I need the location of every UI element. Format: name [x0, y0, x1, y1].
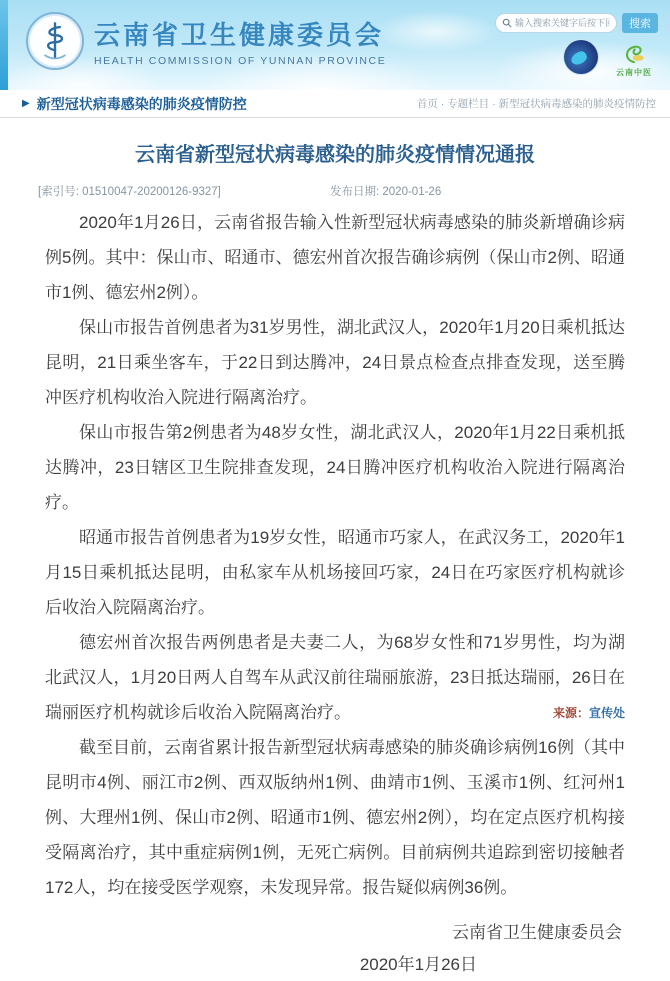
paragraph: 德宏州首次报告两例患者是夫妻二人，为68岁女性和71岁男性，均为湖北武汉人，1月20日两人自驾车从武汉前往瑞丽旅游，23日抵达瑞丽，26日在瑞丽医疗机构就诊后收治入院隔离治疗。 [45, 633, 625, 722]
search-box[interactable] [495, 13, 617, 33]
source-row [553, 704, 625, 721]
brand-text [94, 15, 386, 67]
staff-of-asclepius-icon [40, 20, 70, 62]
article-meta [0, 183, 670, 199]
signature-date: 2020年1月26日 [359, 955, 477, 974]
paragraph: 保山市报告首例患者为31岁男性，湖北武汉人，2020年1月20日乘机抵达昆明，21日乘坐客车，于22日到达腾冲，24日景点检查点排查发现，送至腾冲医疗机构收治入院进行隔离治疗。 [45, 318, 625, 407]
blue-round-badge-icon[interactable] [564, 40, 598, 74]
section-label: 新型冠状病毒感染的肺炎疫情防控 [36, 95, 247, 112]
paragraph: 昭通市报告首例患者为19岁女性，昭通市巧家人，在武汉务工，2020年1月15日乘机抵达昆明，由私家车从机场接回巧家，24日在巧家医疗机构就诊后收治入院隔离治疗。 [45, 528, 625, 617]
source-label: 来源： [552, 706, 589, 720]
page-title: 云南省新型冠状病毒感染的肺炎疫情情况通报 [135, 144, 535, 166]
site-subtitle: HEALTH COMMISSION OF YUNNAN PROVINCE [94, 55, 387, 67]
source-link[interactable]: 宣传处 [588, 706, 625, 720]
triangle-arrow-icon: ▶ [22, 98, 30, 109]
signature-block [0, 917, 670, 981]
search-input[interactable] [515, 18, 610, 28]
site-title: 云南省卫生健康委员会 [94, 20, 385, 50]
section-link[interactable] [22, 94, 247, 114]
search-button[interactable]: 搜索 [622, 13, 658, 33]
header-badges [564, 40, 652, 78]
green-logo-label: 云南中医 [616, 68, 652, 77]
paragraph: 截至目前，云南省累计报告新型冠状病毒感染的肺炎确诊病例16例（其中昆明市4例、丽江市2例、西双版纳州1例、曲靖市1例、玉溪市1例、红河州1例、大理州1例、保山市2例、昭通市1例、德宏州2例），均在定点医疗机构接受隔离治疗，其中重症病例1例，无死亡病例。目前病例共追踪到密切接触者172人，均在接受医学观察，未发现异常。报告疑似病例36例。 [45, 738, 625, 897]
yunnan-tcm-logo[interactable] [616, 40, 652, 78]
article-body [0, 199, 670, 905]
publish-date: 发布日期: 2020-01-26 [330, 186, 442, 198]
nav-row [0, 90, 670, 118]
paragraph: 保山市报告第2例患者为48岁女性，湖北武汉人，2020年1月22日乘机抵达腾冲，23日辖区卫生院排查发现，24日腾冲医疗机构收治入院进行隔离治疗。 [45, 423, 625, 512]
signature-organization: 云南省卫生健康委员会 [452, 923, 622, 942]
index-number: [索引号: 01510047-20200126-9327] [38, 186, 221, 198]
search-area [495, 13, 658, 33]
health-commission-emblem-icon [26, 12, 84, 70]
paragraph: 2020年1月26日，云南省报告输入性新型冠状病毒感染的肺炎新增确诊病例5例。其中：保山市、昭通市、德宏州首次报告确诊病例（保山市2例、昭通市1例、德宏州2例）。 [45, 213, 625, 302]
header-left-accent-bar [0, 0, 8, 90]
site-header [0, 0, 670, 90]
breadcrumb[interactable]: 首页 · 专题栏目 · 新型冠状病毒感染的肺炎疫情防控 [416, 98, 656, 110]
search-icon [502, 18, 512, 28]
green-swirl-icon [620, 40, 648, 66]
site-logo[interactable] [26, 12, 386, 70]
